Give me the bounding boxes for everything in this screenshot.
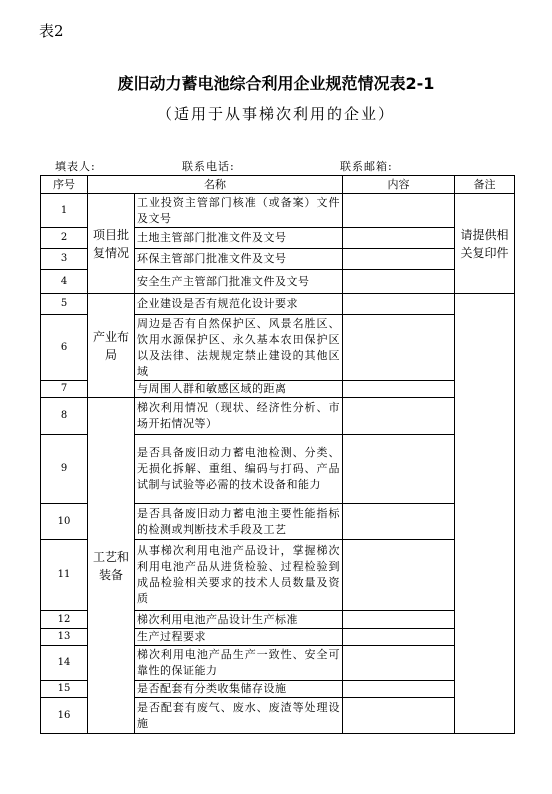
table-row bbox=[41, 294, 515, 315]
note-cell-empty[interactable] bbox=[455, 294, 515, 734]
row-number: 6 bbox=[41, 315, 88, 381]
header-name: 名称 bbox=[88, 176, 343, 194]
row-number: 3 bbox=[41, 249, 88, 270]
row-number: 7 bbox=[41, 381, 88, 398]
row-number: 8 bbox=[41, 398, 88, 435]
row-name: 从事梯次利用电池产品设计，掌握梯次利用电池产品从进货检验、过程检验到成品检验相关要求的技术人员数量及资质 bbox=[135, 540, 343, 611]
row-name: 梯次利用电池产品设计生产标准 bbox=[135, 611, 343, 629]
filler-label: 填表人: bbox=[55, 160, 96, 173]
content-cell[interactable] bbox=[343, 646, 455, 681]
row-number: 4 bbox=[41, 270, 88, 294]
row-name: 是否配套有废气、废水、废渣等处理设施 bbox=[135, 698, 343, 734]
row-name: 工业投资主管部门核准（或备案）文件及文号 bbox=[135, 194, 343, 228]
row-number: 9 bbox=[41, 435, 88, 504]
row-number: 13 bbox=[41, 629, 88, 646]
row-name: 是否具备废旧动力蓄电池主要性能指标的检测或判断技术手段及工艺 bbox=[135, 504, 343, 540]
row-number: 12 bbox=[41, 611, 88, 629]
row-name: 企业建设是否有规范化设计要求 bbox=[135, 294, 343, 315]
content-cell[interactable] bbox=[343, 294, 455, 315]
row-number: 10 bbox=[41, 504, 88, 540]
category-project: 项目批复情况 bbox=[88, 194, 135, 294]
spec-table bbox=[40, 175, 515, 734]
row-name: 周边是否有自然保护区、风景名胜区、饮用水源保护区、永久基本农田保护区以及法律、法规规定禁止建设的其他区域 bbox=[135, 315, 343, 381]
row-number: 5 bbox=[41, 294, 88, 315]
table-header-row bbox=[41, 176, 515, 194]
content-cell[interactable] bbox=[343, 435, 455, 504]
row-number: 15 bbox=[41, 681, 88, 698]
table-row bbox=[41, 398, 515, 435]
row-number: 16 bbox=[41, 698, 88, 734]
content-cell[interactable] bbox=[343, 681, 455, 698]
table-row bbox=[41, 194, 515, 228]
content-cell[interactable] bbox=[343, 381, 455, 398]
row-name: 生产过程要求 bbox=[135, 629, 343, 646]
content-cell[interactable] bbox=[343, 504, 455, 540]
content-cell[interactable] bbox=[343, 228, 455, 249]
row-number: 1 bbox=[41, 194, 88, 228]
category-industry: 产业布局 bbox=[88, 294, 135, 398]
content-cell[interactable] bbox=[343, 249, 455, 270]
content-cell[interactable] bbox=[343, 629, 455, 646]
content-cell[interactable] bbox=[343, 698, 455, 734]
row-name: 梯次利用情况（现状、经济性分析、市场开拓情况等） bbox=[135, 398, 343, 435]
phone-label: 联系电话: bbox=[182, 160, 235, 173]
row-number: 11 bbox=[41, 540, 88, 611]
row-name: 梯次利用电池产品生产一致性、安全可靠性的保证能力 bbox=[135, 646, 343, 681]
email-label: 联系邮箱: bbox=[340, 160, 393, 173]
row-number: 2 bbox=[41, 228, 88, 249]
row-name: 与周围人群和敏感区域的距离 bbox=[135, 381, 343, 398]
content-cell[interactable] bbox=[343, 270, 455, 294]
page-title: 废旧动力蓄电池综合利用企业规范情况表2-1 bbox=[117, 74, 435, 93]
content-cell[interactable] bbox=[343, 611, 455, 629]
table-number: 表2 bbox=[39, 22, 64, 40]
note-cell: 请提供相关复印件 bbox=[455, 194, 515, 294]
row-name: 是否配套有分类收集储存设施 bbox=[135, 681, 343, 698]
row-name: 是否具备废旧动力蓄电池检测、分类、无损化拆解、重组、编码与打码、产品试制与试验等必需的技术设备和能力 bbox=[135, 435, 343, 504]
header-content: 内容 bbox=[343, 176, 455, 194]
content-cell[interactable] bbox=[343, 398, 455, 435]
category-process: 工艺和装备 bbox=[88, 398, 135, 734]
header-no: 序号 bbox=[41, 176, 88, 194]
row-number: 14 bbox=[41, 646, 88, 681]
content-cell[interactable] bbox=[343, 194, 455, 228]
content-cell[interactable] bbox=[343, 540, 455, 611]
row-name: 土地主管部门批准文件及文号 bbox=[135, 228, 343, 249]
row-name: 安全生产主管部门批准文件及文号 bbox=[135, 270, 343, 294]
row-name: 环保主管部门批准文件及文号 bbox=[135, 249, 343, 270]
page-subtitle: （适用于从事梯次利用的企业） bbox=[156, 105, 395, 123]
content-cell[interactable] bbox=[343, 315, 455, 381]
header-note: 备注 bbox=[455, 176, 515, 194]
